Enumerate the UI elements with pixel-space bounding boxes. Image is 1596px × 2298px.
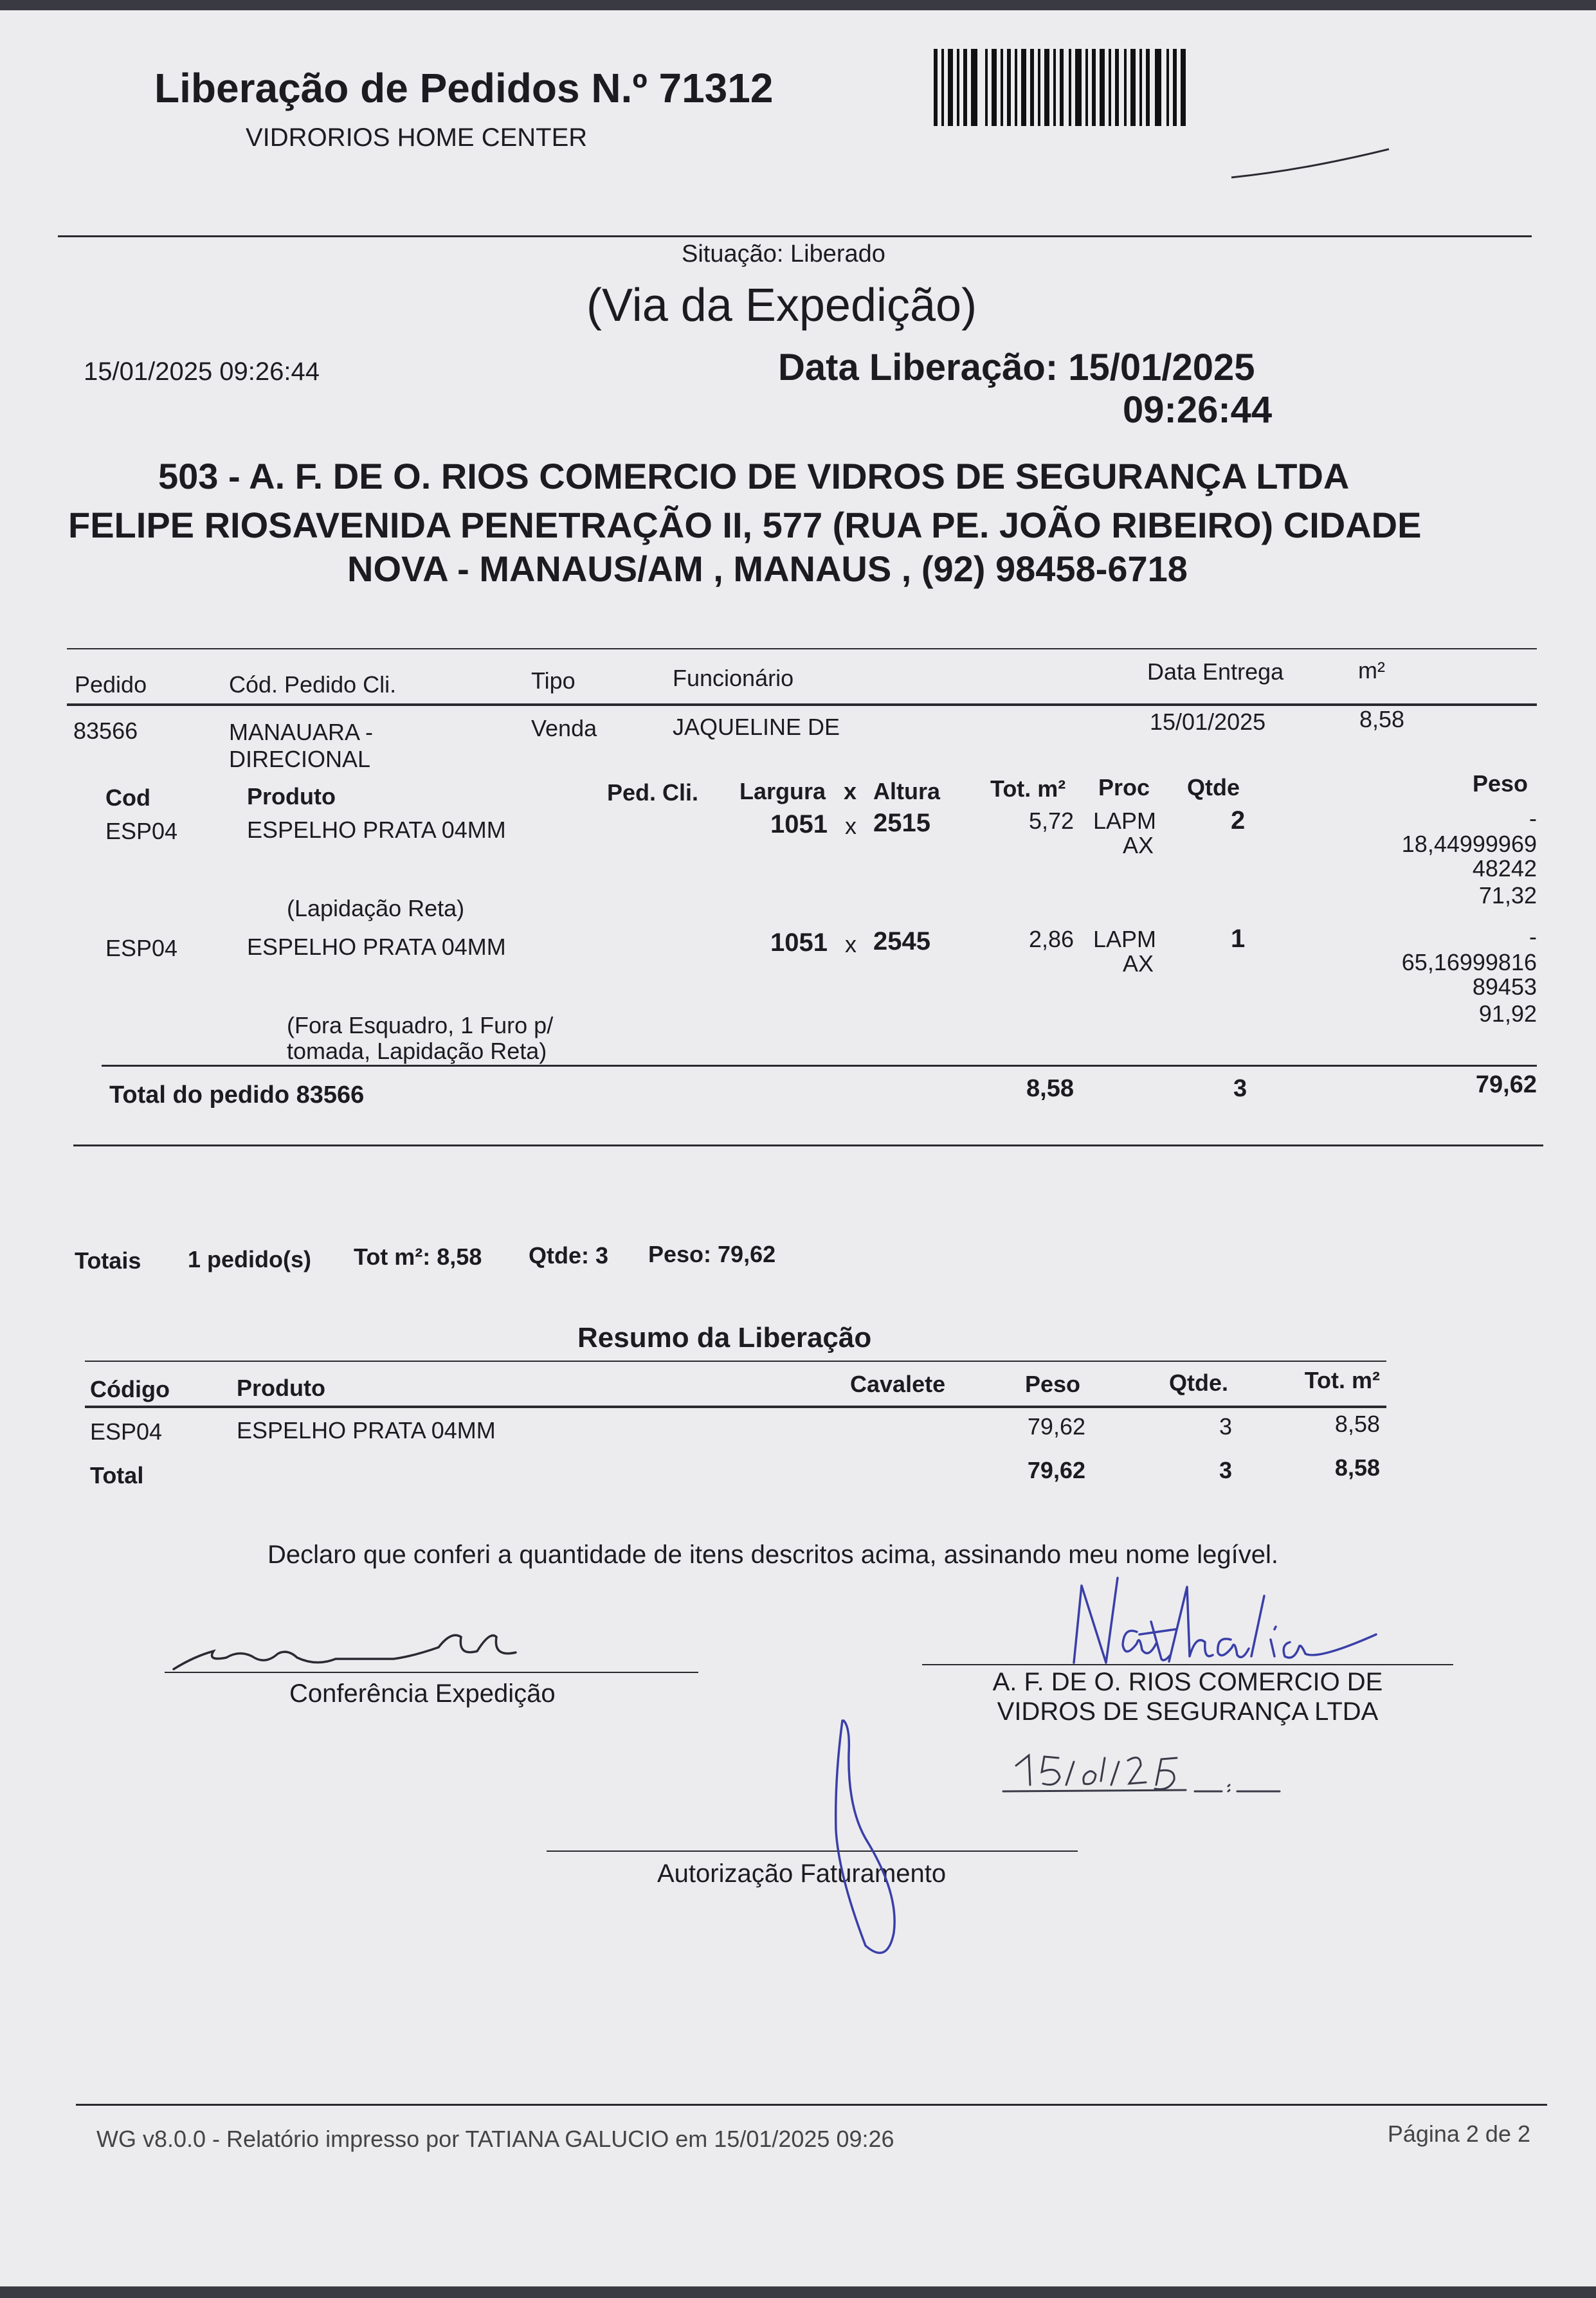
item-cod: ESP04	[105, 935, 178, 961]
col-header-tipo: Tipo	[531, 667, 576, 694]
summary-header-produto: Produto	[237, 1375, 325, 1401]
conferencia-signature-line	[165, 1672, 698, 1673]
order-section-end-rule	[73, 1144, 1543, 1146]
order-total-rule	[102, 1065, 1537, 1067]
order-total-label: Total do pedido 83566	[109, 1081, 365, 1108]
declaration-text: Declaro que conferi a quantidade de itens descritos acima, assinando meu nome legível.	[268, 1541, 1279, 1569]
totals-pedidos: 1 pedido(s)	[188, 1246, 312, 1272]
item-peso-1: -	[1529, 805, 1537, 831]
col-header-cod-pedido-cli: Cód. Pedido Cli.	[229, 671, 397, 698]
items-header-altura: Altura	[873, 778, 941, 804]
item-obs-1: (Fora Esquadro, 1 Furo p/	[287, 1012, 554, 1038]
items-header-tot-m2: Tot. m²	[990, 775, 1066, 802]
totals-qtde: Qtde: 3	[529, 1242, 609, 1269]
print-datetime: 15/01/2025 09:26:44	[84, 357, 320, 386]
col-header-data-entrega: Data Entrega	[1147, 658, 1284, 685]
summary-tot-m2: 8,58	[1334, 1411, 1380, 1437]
item-largura: 1051	[770, 928, 828, 957]
item-peso-3: 48242	[1472, 855, 1537, 882]
order-total-m2: 8,58	[1026, 1075, 1074, 1102]
item-obs-1: (Lapidação Reta)	[287, 895, 465, 921]
items-header-x: x	[844, 778, 857, 804]
company-name: VIDRORIOS HOME CENTER	[246, 123, 588, 152]
col-header-pedido: Pedido	[75, 671, 147, 698]
footer-page-number: Página 2 de 2	[1387, 2121, 1530, 2147]
summary-header-cavalete: Cavalete	[850, 1371, 946, 1397]
item-peso-2: 18,44999969	[1401, 831, 1537, 857]
summary-total-qtde: 3	[1219, 1457, 1232, 1483]
item-obs-2: tomada, Lapidação Reta)	[287, 1038, 547, 1064]
order-table-header-rule	[67, 703, 1537, 706]
order-type: Venda	[531, 715, 597, 741]
item-tot-m2: 5,72	[1029, 808, 1075, 834]
order-m2: 8,58	[1359, 706, 1405, 732]
summary-peso: 79,62	[1027, 1413, 1085, 1440]
item-qtde: 1	[1231, 925, 1246, 953]
header-divider	[58, 235, 1532, 237]
item-produto: ESPELHO PRATA 04MM	[247, 817, 506, 843]
summary-header-qtde: Qtde.	[1169, 1370, 1229, 1396]
handwritten-date-15-01-25	[1003, 1746, 1338, 1798]
item-altura: 2545	[873, 927, 930, 955]
autorizacao-signature	[810, 1714, 913, 1965]
client-line-3: NOVA - MANAUS/AM , MANAUS , (92) 98458-6718	[347, 548, 1188, 589]
col-header-m2: m²	[1358, 657, 1385, 683]
item-peso-2: 65,16999816	[1401, 949, 1537, 975]
totals-m2: Tot m²: 8,58	[354, 1244, 482, 1270]
totals-label: Totais	[75, 1247, 141, 1274]
summary-total-label: Total	[90, 1462, 144, 1488]
summary-header-tot-m2: Tot. m²	[1304, 1367, 1380, 1393]
item-produto: ESPELHO PRATA 04MM	[247, 934, 506, 960]
item-peso-1: -	[1529, 923, 1537, 950]
summary-header-peso: Peso	[1025, 1371, 1081, 1397]
summary-header-codigo: Código	[90, 1376, 170, 1402]
order-total-qtde: 3	[1233, 1075, 1247, 1102]
items-header-produto: Produto	[247, 783, 336, 810]
item-x: x	[845, 931, 857, 957]
order-client-code-1: MANAUARA -	[229, 719, 374, 745]
item-largura: 1051	[770, 810, 828, 838]
order-table-top-rule	[67, 648, 1537, 649]
autorizacao-label: Autorização Faturamento	[657, 1859, 947, 1888]
items-header-proc: Proc	[1098, 774, 1150, 801]
footer-report-info: WG v8.0.0 - Relatório impresso por TATIANA GALUCIO em 15/01/2025 09:26	[96, 2126, 894, 2152]
document-page	[0, 10, 1596, 2286]
item-qtde: 2	[1231, 806, 1246, 835]
footer-rule	[76, 2104, 1547, 2106]
order-total-peso: 79,62	[1475, 1071, 1537, 1098]
totals-peso: Peso: 79,62	[648, 1241, 776, 1267]
status-text: Situação: Liberado	[682, 240, 885, 267]
summary-header-rule	[85, 1406, 1386, 1408]
item-proc-1: LAPM	[1093, 808, 1157, 834]
pen-stroke-mark	[1228, 139, 1395, 190]
client-signature-name-1: A. F. DE O. RIOS COMERCIO DE	[992, 1668, 1383, 1696]
client-line-2: FELIPE RIOSAVENIDA PENETRAÇÃO II, 577 (RUA PE. JOÃO RIBEIRO) CIDADE	[68, 505, 1422, 545]
client-signature-nathalia	[1067, 1573, 1389, 1676]
item-proc-2: AX	[1123, 832, 1154, 858]
item-tot-m2: 2,86	[1029, 926, 1075, 952]
item-peso-3: 89453	[1472, 973, 1537, 1000]
item-peso-4: 91,92	[1478, 1000, 1537, 1027]
items-header-peso: Peso	[1473, 770, 1528, 797]
item-proc-2: AX	[1123, 950, 1154, 977]
summary-total-peso: 79,62	[1027, 1457, 1085, 1483]
item-altura: 2515	[873, 809, 930, 837]
items-header-qtde: Qtde	[1187, 774, 1240, 801]
item-cod: ESP04	[105, 818, 178, 844]
summary-total-tot-m2: 8,58	[1334, 1454, 1380, 1481]
conferencia-label: Conferência Expedição	[289, 1679, 556, 1708]
summary-codigo: ESP04	[90, 1418, 163, 1445]
summary-title: Resumo da Liberação	[577, 1322, 872, 1353]
order-delivery-date: 15/01/2025	[1150, 709, 1266, 735]
items-header-cod: Cod	[105, 784, 150, 811]
client-signature-name-2: VIDROS DE SEGURANÇA LTDA	[997, 1697, 1379, 1726]
item-x: x	[845, 813, 857, 839]
item-peso-4: 71,32	[1478, 882, 1537, 909]
items-header-ped-cli: Ped. Cli.	[607, 779, 699, 806]
client-signature-line	[922, 1664, 1453, 1665]
document-title: Liberação de Pedidos N.º 71312	[154, 65, 774, 111]
summary-top-rule	[85, 1361, 1386, 1362]
order-number: 83566	[73, 718, 138, 744]
release-time: 09:26:44	[1123, 389, 1273, 431]
client-line-1: 503 - A. F. DE O. RIOS COMERCIO DE VIDROS DE SEGURANÇA LTDA	[158, 456, 1350, 496]
barcode-image	[934, 49, 1191, 126]
item-proc-1: LAPM	[1093, 926, 1157, 952]
items-header-largura: Largura	[739, 778, 826, 804]
summary-produto: ESPELHO PRATA 04MM	[237, 1417, 496, 1443]
col-header-funcionario: Funcionário	[673, 665, 794, 691]
release-date: Data Liberação: 15/01/2025	[778, 347, 1255, 388]
via-title: (Via da Expedição)	[586, 280, 977, 331]
order-employee: JAQUELINE DE	[673, 714, 840, 740]
order-client-code-2: DIRECIONAL	[229, 746, 371, 772]
summary-qtde: 3	[1219, 1413, 1232, 1440]
